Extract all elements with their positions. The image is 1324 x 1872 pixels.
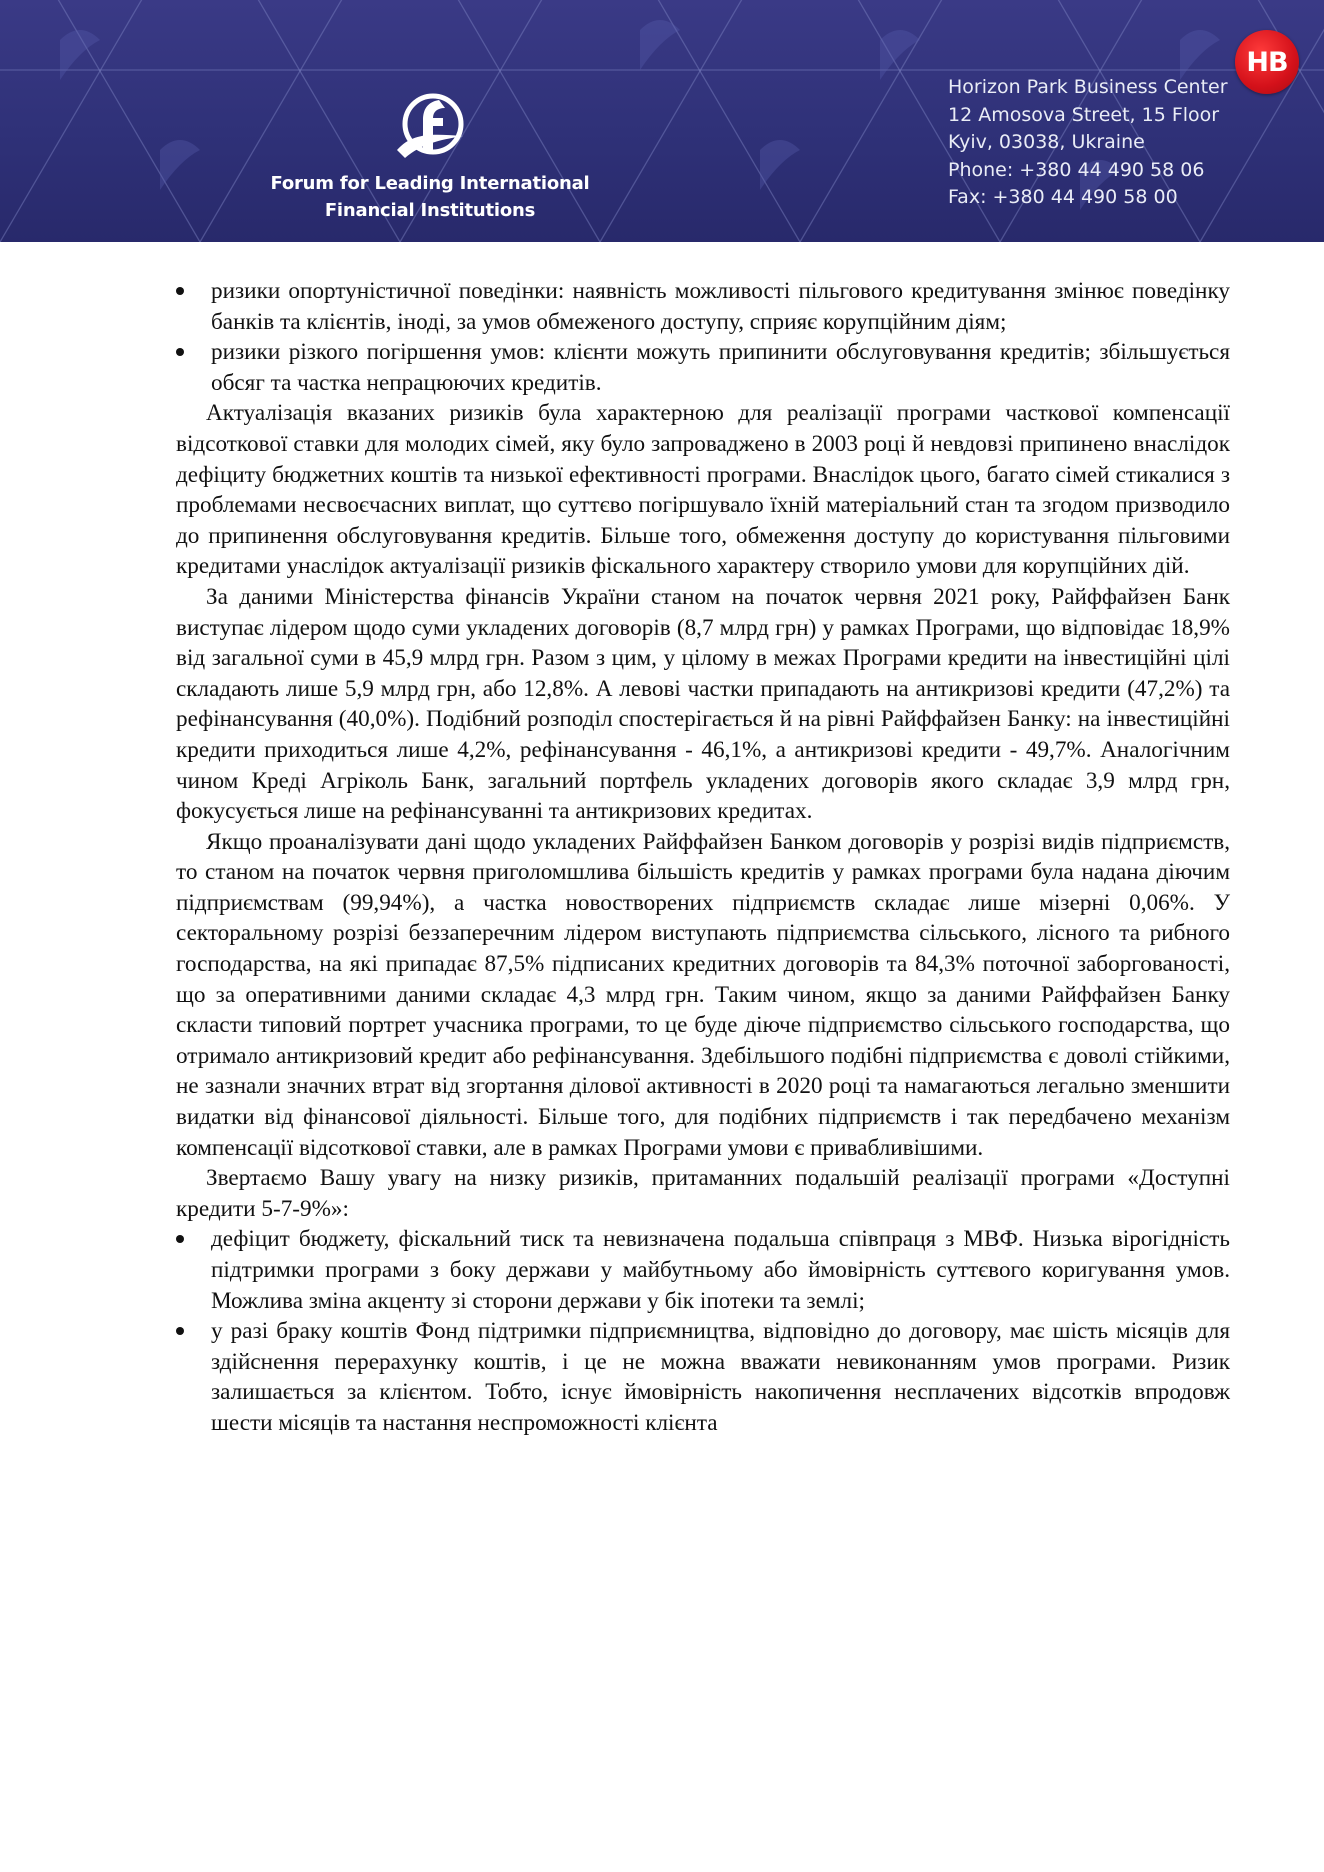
paragraph-1: Актуалізація вказаних ризиків була характерною для реалізації програми часткової компенсації відсоткової ставки для молодих сімей, яку було запроваджено в 2003 році й невдовзі припинено внаслідок дефіциту бюджетних коштів та низької ефективності програми. Внаслідок цього, багато сімей стикалися з проблемами несвоєчасних виплат, що суттєво погіршувало їхній матеріальний стан та згодом призводило до припинення обслуговування кредитів. Більше того, обмеження доступу до користування пільговими кредитами унаслідок актуалізації ризиків фіскального характеру створило умови для корупційних дій. [176,400,1230,580]
paragraph-2: За даними Міністерства фінансів України станом на початок червня 2021 року, Райффайзен Банк виступає лідером щодо суми укладених договорів (8,7 млрд грн) у рамках Програми, що відповідає 18,9% від загальної суми в 45,9 млрд грн. Разом з цим, у цілому в межах Програми кредити на інвестиційні цілі складають лише 5,9 млрд грн, або 12,8%. А левові частки припадають на антикризові кредити (47,2%) та рефінансування (40,0%). Подібний розподіл спостерігається й на рівні Райффайзен Банку: на інвестиційні кредити приходиться лише 4,2%, рефінансування - 46,1%, а антикризові кредити - 49,7%. Аналогічним чином Креді Агріколь Банк, загальний портфель укладених договорів якого складає 3,9 млрд грн, фокусується лише на рефінансуванні та антикризових кредитах. [176,583,1230,825]
bullet-list-risks-2 [176,1224,1230,1438]
list-item [176,1316,1230,1438]
forum-logo [270,92,590,224]
forum-logo-icon [393,92,467,162]
list-item-text: у разі браку коштів Фонд підтримки підприємництва, відповідно до договору, має шість місяців для здійснення перерахунку коштів, і це не можна вважати невиконанням умов програми. Ризик залишається за клієнтом. Тобто, існує ймовірність накопичення несплачених відсотків впродовж шести місяців та настання неспроможності клієнта [211,1318,1230,1436]
contact-phone: Phone: +380 44 490 58 06 [948,158,1205,181]
header-banner [0,0,1324,242]
list-item-text: дефіцит бюджету, фіскальний тиск та невизначена подальша співпраця з МВФ. Низька вірогідність підтримки програми з боку держави у майбутньому або ймовірність суттєвого коригування умов. Можлива зміна акценту зі сторони держави у бік іпотеки та землі; [211,1226,1230,1314]
logo-line-2: Financial Institutions [324,200,536,221]
logo-line-1: Forum for Leading International [270,173,590,194]
list-item-text: ризики опортуністичної поведінки: наявність можливості пільгового кредитування змінює поведінку банків та клієнтів, іноді, за умов обмеженого доступу, сприяє корупційним діям; [211,278,1230,335]
contact-block [948,74,1228,212]
bullet-icon [176,287,184,295]
document-body [176,276,1230,1439]
contact-address-1: Horizon Park Business Center [948,76,1228,98]
contact-address-2: 12 Amosova Street, 15 Floor [948,103,1220,126]
contact-city: Kyiv, 03038, Ukraine [948,131,1145,153]
bullet-icon [176,1327,184,1335]
bullet-icon [176,1235,184,1243]
paragraph-4: Звертаємо Вашу увагу на низку ризиків, притаманних подальшій реалізації програми «Доступні кредити 5-7-9%»: [176,1165,1230,1222]
nv-logo-badge: НВ [1235,30,1299,94]
bullet-list-risks-1 [176,276,1230,398]
paragraph-3: Якщо проаналізувати дані щодо укладених Райффайзен Банком договорів у розрізі видів підприємств, то станом на початок червня приголомшлива більшість кредитів у рамках програми була надана діючим підприємствам (99,94%), а частка новостворених підприємств складає лише мізерні 0,06%. У секторальному розрізі беззаперечним лідером виступають підприємства сільського, лісного та рибного господарства, на які припадає 87,5% підписаних кредитних договорів та 84,3% поточної заборгованості, що за оперативними даними складає 4,3 млрд грн. Таким чином, якщо за даними Райффайзен Банку скласти типовий портрет учасника програми, то це буде діюче підприємство сільського господарства, що отримало антикризовий кредит або рефінансування. Здебільшого подібні підприємства є доволі стійкими, не зазнали значних втрат від згортання ділової активності в 2020 році та намагаються легально зменшити видатки від фінансової діяльності. Більше того, для подібних підприємств і так передбачено механізм компенсації відсоткової ставки, але в рамках Програми умови є привабливішими. [176,828,1230,1161]
bullet-icon [176,348,184,356]
list-item [176,276,1230,337]
list-item [176,1224,1230,1316]
list-item [176,337,1230,398]
list-item-text: ризики різкого погіршення умов: клієнти можуть припинити обслуговування кредитів; збільшується обсяг та частка непрацюючих кредитів. [211,339,1230,396]
contact-fax: Fax: +380 44 490 58 00 [948,186,1178,208]
